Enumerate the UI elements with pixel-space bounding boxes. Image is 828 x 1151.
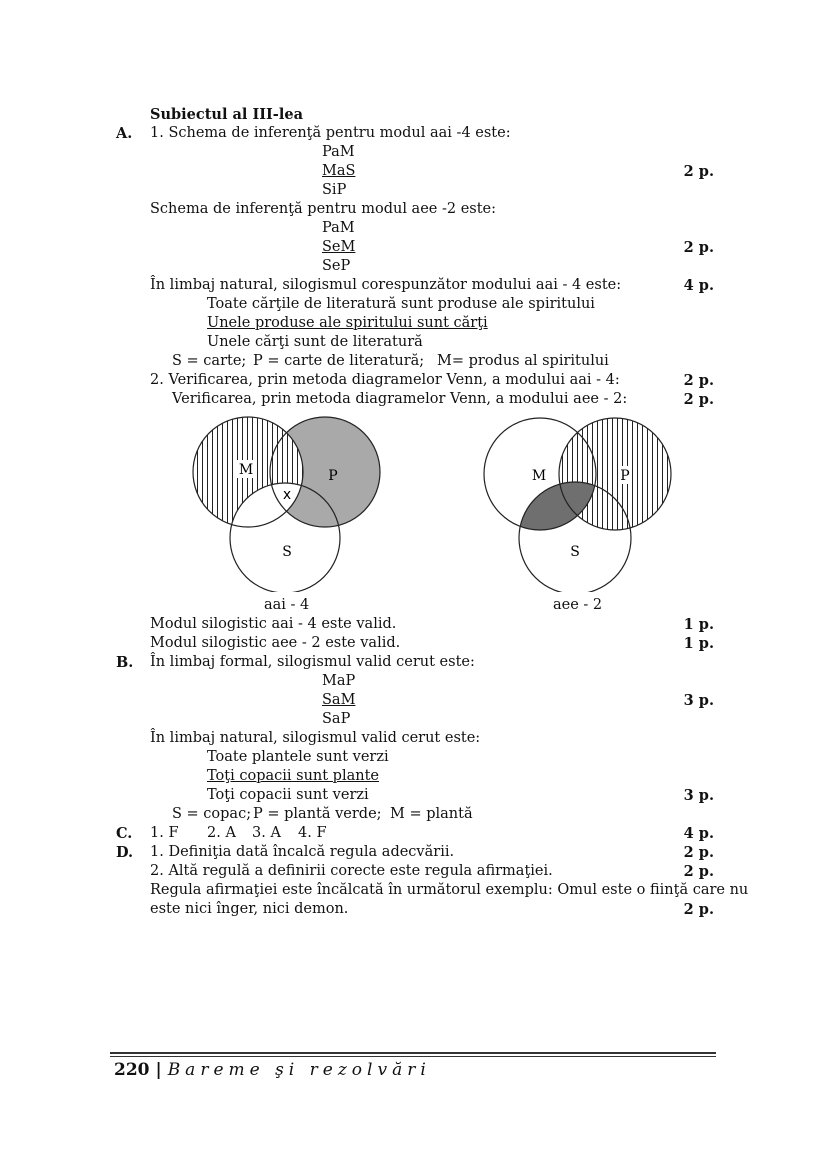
a1-intro: 1. Schema de inferenţă pentru modul aai -4 este: (150, 125, 511, 141)
b-natural-line-1: Toate plantele sunt verzi (207, 749, 389, 765)
b-legend-m: M = plantă (390, 806, 473, 822)
c-answer-2: 2. A (207, 825, 236, 841)
b-formal-intro: În limbaj formal, silogismul valid cerut este: (150, 654, 475, 670)
aai4-conclusion: SiP (322, 182, 347, 198)
b-formal-major: MaP (322, 673, 356, 689)
b-legend-s: S = copac; (172, 806, 252, 822)
footer-rule-thin (110, 1056, 716, 1057)
venn-diagram-aee2 (480, 416, 680, 592)
c-answer-4: 4. F (298, 825, 327, 841)
footer-title: Bareme şi rezolvări (167, 1060, 431, 1080)
venn1-caption: aai - 4 (264, 597, 310, 613)
b-legend-p: P = plantă verde; (253, 806, 382, 822)
d-points-1: 2 p. (683, 844, 714, 861)
a2-line-1: 2. Verificarea, prin metoda diagramelor Venn, a modului aai - 4: (150, 372, 620, 388)
d-points-3: 2 p. (683, 901, 714, 918)
venn-diagram-aai4 (190, 416, 390, 592)
a-natural-line-1: Toate cărţile de literatură sunt produse ale spiritului (207, 296, 595, 312)
d-points-2: 2 p. (683, 863, 714, 880)
aee2-premise-major: PaM (322, 220, 355, 236)
aai4-premise-minor: MaS (322, 163, 356, 179)
b-formal-conclusion: SaP (322, 711, 351, 727)
venn1-label-p: P (328, 468, 338, 484)
d-line-3: Regula afirmaţiei este încălcată în următorul exemplu: Omul este o fiinţă care nu (150, 882, 749, 898)
c-answer-3: 3. A (252, 825, 281, 841)
page-number: 220 (114, 1060, 150, 1080)
venn1-label-s: S (282, 544, 292, 560)
c-answer-1: 1. F (150, 825, 179, 841)
section-label-d: D. (116, 844, 134, 861)
a-natural-line-3: Unele cărţi sunt de literatură (207, 334, 423, 350)
venn2-label-m: M (531, 468, 547, 484)
aai4-points: 2 p. (683, 163, 714, 180)
valid-aai4: Modul silogistic aai - 4 este valid. (150, 616, 397, 632)
d-line-1: 1. Definiţia dată încalcă regula adecvării. (150, 844, 455, 860)
a2-line-2: Verificarea, prin metoda diagramelor Venn, a modului aee - 2: (172, 391, 628, 407)
b-natural-line-2: Toţi copacii sunt plante (207, 768, 379, 784)
a-legend-s: S = carte; (172, 353, 247, 369)
a2-points-1: 2 p. (683, 372, 714, 389)
d-line-4: este nici înger, nici demon. (150, 901, 349, 917)
aee2-conclusion: SeP (322, 258, 351, 274)
a-natural-intro: În limbaj natural, silogismul corespunzător modului aai - 4 este: (150, 277, 622, 293)
a-legend-p: P = carte de literatură; (253, 353, 425, 369)
a-natural-line-2: Unele produse ale spiritului sunt cărţi (207, 315, 488, 331)
section-label-a: A. (116, 125, 133, 142)
aee2-intro: Schema de inferenţă pentru modul aee -2 este: (150, 201, 497, 217)
valid-aee2: Modul silogistic aee - 2 este valid. (150, 635, 401, 651)
aee2-points: 2 p. (683, 239, 714, 256)
a-legend-m: M= produs al spiritului (437, 353, 609, 369)
venn1-mark-x: x (282, 487, 292, 503)
b-natural-line-3: Toţi copacii sunt verzi (207, 787, 369, 803)
b-formal-points: 3 p. (683, 692, 714, 709)
valid-aee2-points: 1 p. (683, 635, 714, 652)
venn2-label-s: S (570, 544, 580, 560)
section-label-c: C. (116, 825, 133, 842)
d-line-2: 2. Altă regulă a definirii corecte este regula afirmaţiei. (150, 863, 553, 879)
c-points: 4 p. (683, 825, 714, 842)
b-formal-minor: SaM (322, 692, 356, 708)
page-footer (114, 1060, 431, 1080)
b-natural-points: 3 p. (683, 787, 714, 804)
venn2-caption: aee - 2 (553, 597, 603, 613)
valid-aai4-points: 1 p. (683, 616, 714, 633)
aai4-premise-major: PaM (322, 144, 355, 160)
footer-rule-thick (110, 1052, 716, 1054)
a-natural-points: 4 p. (683, 277, 714, 294)
aee2-premise-minor: SeM (322, 239, 356, 255)
a2-points-2: 2 p. (683, 391, 714, 408)
venn1-label-m: M (238, 462, 254, 478)
page-heading: Subiectul al III-lea (150, 106, 303, 123)
b-natural-intro: În limbaj natural, silogismul valid cerut este: (150, 730, 481, 746)
footer-separator: | (155, 1060, 162, 1080)
section-label-b: B. (116, 654, 134, 671)
venn2-label-p: P (620, 468, 630, 484)
